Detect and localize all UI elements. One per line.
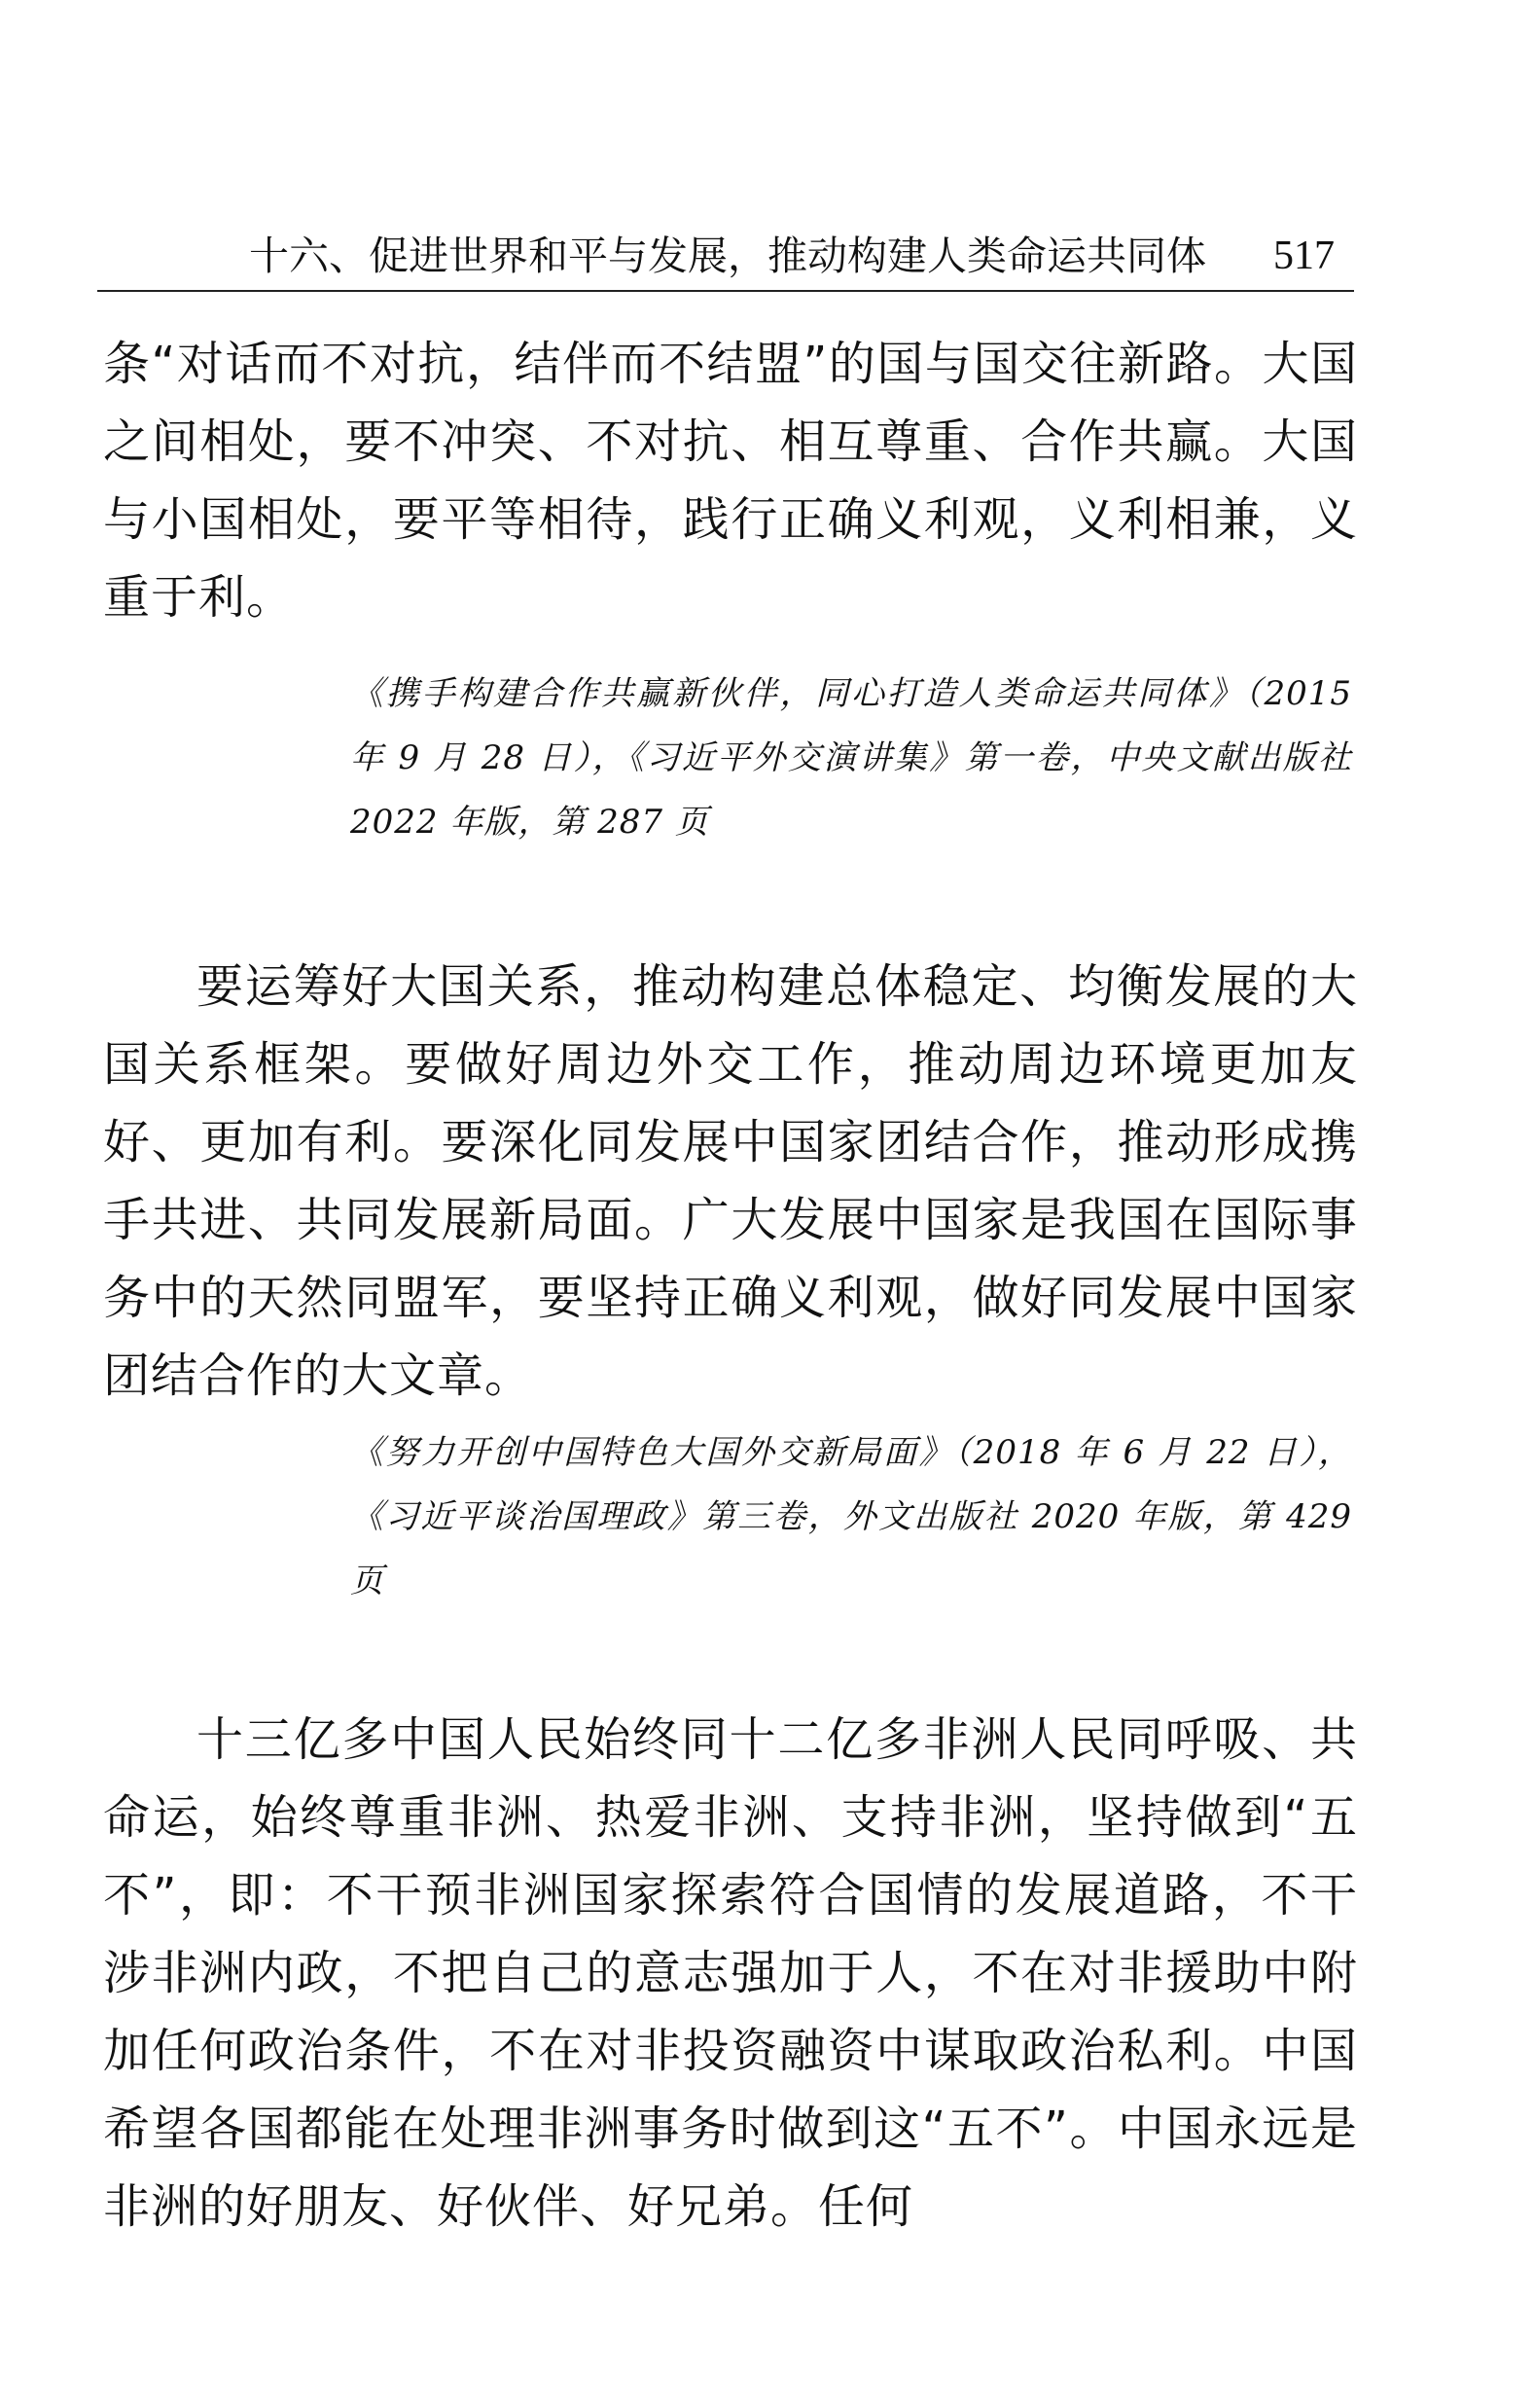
page-number: 517	[1273, 234, 1335, 278]
chapter-title: 十六、促进世界和平与发展，推动构建人类命运共同体	[249, 233, 1206, 279]
citation-2: 《努力开创中国特色大国外交新局面》（2018 年 6 月 22 日），《习近平谈治国理政》第三卷，外文出版社 2020 年版，第 429 页	[350, 1433, 1352, 1600]
paragraph-1: 条“对话而不对抗，结伴而不结盟”的国与国交往新路。大国之间相处，要不冲突、不对抗、相互尊重、合作共赢。大国与小国相处，要平等相待，践行正确义利观，义利相兼，义重于利。	[103, 337, 1358, 625]
paragraph-3: 十三亿多中国人民始终同十二亿多非洲人民同呼吸、共命运，始终尊重非洲、热爱非洲、支持非洲，坚持做到“五不”，即：不干预非洲国家探索符合国情的发展道路，不干涉非洲内政，不把自己的意志强加于人，不在对非援助中附加任何政治条件，不在对非投资融资中谋取政治私利。中国希望各国都能在处理非洲事务时做到这“五不”。中国永远是非洲的好朋友、好伙伴、好兄弟。任何	[103, 1712, 1358, 2234]
paragraph-2: 要运筹好大国关系，推动构建总体稳定、均衡发展的大国关系框架。要做好周边外交工作，推动周边环境更加友好、更加有利。要深化同发展中国家团结合作，推动形成携手共进、共同发展新局面。广大发展中国家是我国在国际事务中的天然同盟军，要坚持正确义利观，做好同发展中国家团结合作的大文章。	[103, 959, 1358, 1403]
running-header	[97, 222, 1354, 292]
citation-1: 《携手构建合作共赢新伙伴，同心打造人类命运共同体》（2015 年 9 月 28 日），《习近平外交演讲集》第一卷，中央文献出版社 2022 年版，第 287 页	[350, 674, 1352, 842]
